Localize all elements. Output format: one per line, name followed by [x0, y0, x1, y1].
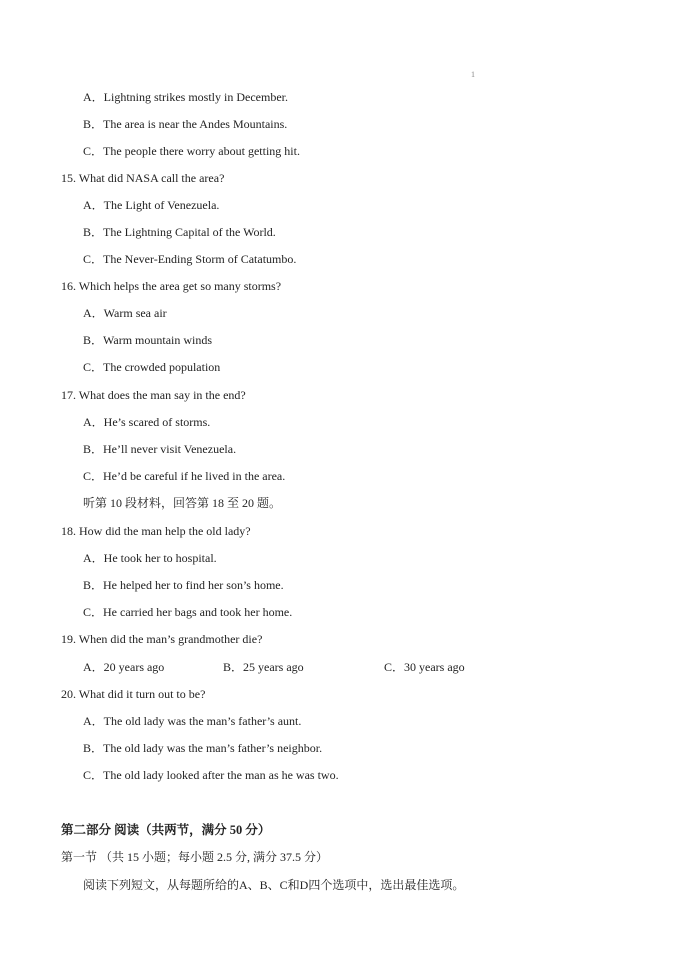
q19-option-c: C．30 years ago	[384, 660, 465, 674]
q17-option-b: B．He’ll never visit Venezuela.	[83, 442, 237, 456]
q20-option-c: C．The old lady looked after the man as he was two.	[83, 768, 339, 782]
question-16: 16. Which helps the area get so many storms?	[61, 279, 282, 293]
question-15: 15. What did NASA call the area?	[61, 171, 225, 185]
q17-option-c: C．He’d be careful if he lived in the area.	[83, 469, 286, 483]
q18-option-c: C．He carried her bags and took her home.	[83, 605, 293, 619]
q20-option-a: A．The old lady was the man’s father’s aunt.	[83, 714, 302, 728]
question-20: 20. What did it turn out to be?	[61, 687, 206, 701]
section-1-title: 第一节 （共 15 小题；每小题 2.5 分, 满分 37.5 分）	[61, 850, 329, 864]
page-mark: 1	[471, 70, 475, 79]
reading-instruction: 阅读下列短文，从每题所给的A、B、C和D四个选项中，选出最佳选项。	[83, 878, 465, 892]
q16-option-b: B．Warm mountain winds	[83, 333, 213, 347]
q19-option-b: B．25 years ago	[223, 660, 304, 674]
q14-option-b: B．The area is near the Andes Mountains.	[83, 117, 288, 131]
q20-option-b: B．The old lady was the man’s father’s neighbor.	[83, 741, 323, 755]
q16-option-a: A．Warm sea air	[83, 306, 167, 320]
question-17: 17. What does the man say in the end?	[61, 388, 246, 402]
q18-option-b: B．He helped her to find her son’s home.	[83, 578, 284, 592]
q15-option-c: C．The Never-Ending Storm of Catatumbo.	[83, 252, 297, 266]
question-18: 18. How did the man help the old lady?	[61, 524, 251, 538]
q16-option-c: C．The crowded population	[83, 360, 221, 374]
q19-option-a: A．20 years ago	[83, 660, 165, 674]
q18-option-a: A．He took her to hospital.	[83, 551, 217, 565]
question-19: 19. When did the man’s grandmother die?	[61, 632, 263, 646]
q15-option-a: A．The Light of Venezuela.	[83, 198, 220, 212]
q17-option-a: A．He’s scared of storms.	[83, 415, 211, 429]
part-2-heading: 第二部分 阅读（共两节，满分 50 分）	[61, 823, 271, 837]
listening-instruction: 听第 10 段材料，回答第 18 至 20 题。	[83, 496, 282, 510]
q15-option-b: B．The Lightning Capital of the World.	[83, 225, 276, 239]
q14-option-c: C．The people there worry about getting hit.	[83, 144, 300, 158]
q14-option-a: A．Lightning strikes mostly in December.	[83, 90, 288, 104]
